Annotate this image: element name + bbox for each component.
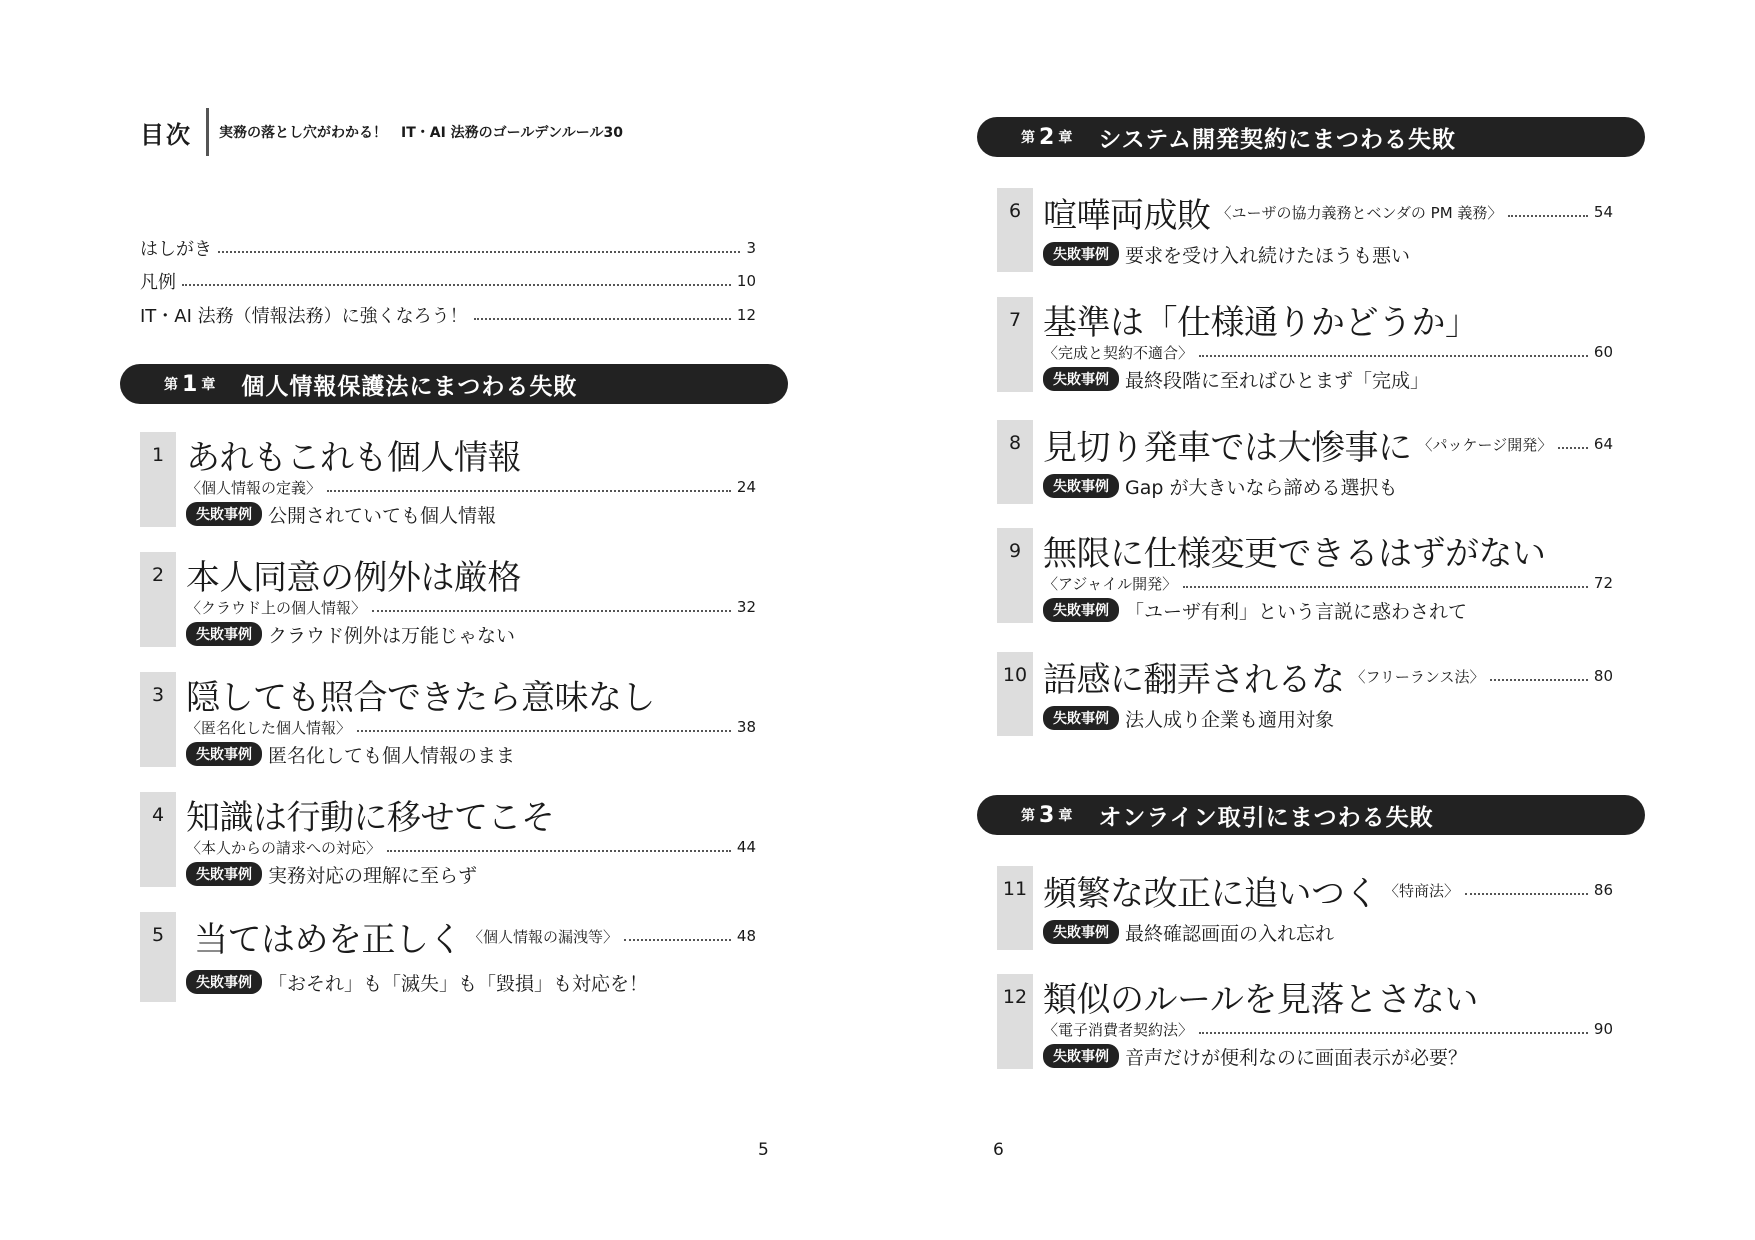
toc-entry-10[interactable]: [997, 652, 1613, 736]
case-text: 音声だけが便利なのに画面表示が必要？: [1125, 1046, 1468, 1069]
entry-page: 24: [736, 478, 756, 496]
entry-number-tab: 5: [140, 912, 176, 1002]
entry-number-tab: 1: [140, 432, 176, 527]
toc-header: [140, 108, 623, 156]
case-badge: 失敗事例: [1043, 367, 1119, 391]
toc-entry-6[interactable]: [997, 188, 1613, 272]
header-divider: [206, 108, 209, 156]
case-text: 要求を受け入れ続けたほうも悪い: [1125, 244, 1411, 267]
toc-entry-1[interactable]: [140, 432, 756, 527]
entry-number-tab: 12: [997, 974, 1033, 1069]
entry-title: 喧嘩両成敗: [1043, 195, 1211, 236]
case-badge: 失敗事例: [1043, 920, 1119, 944]
entry-number-tab: 3: [140, 672, 176, 767]
case-text: 公開されていても個人情報: [268, 504, 497, 527]
case-text: 「おそれ」も「滅失」も「毀損」も対応を！: [268, 972, 649, 995]
case-badge: 失敗事例: [186, 862, 262, 886]
entry-page: 38: [736, 718, 756, 736]
entry-note: 〈ユーザの協力義務とベンダの PM 義務〉: [1216, 203, 1503, 222]
case-badge: 失敗事例: [1043, 1044, 1119, 1068]
entry-number-tab: 10: [997, 652, 1033, 736]
entry-title: 見切り発車では大惨事に: [1043, 427, 1412, 468]
entry-title: 当てはめを正しく: [194, 919, 462, 960]
entry-title: 無限に仕様変更できるはずがない: [1043, 533, 1546, 574]
entry-title: 類似のルールを見落とさない: [1043, 979, 1478, 1020]
entry-note: 〈フリーランス法〉: [1350, 667, 1485, 686]
toc-label: 目次: [140, 120, 192, 149]
case-text: 「ユーザ有利」という言説に惑わされて: [1125, 600, 1468, 623]
chapter-1-heading[interactable]: 第 1 章 個人情報保護法にまつわる失敗: [120, 364, 788, 404]
entry-page: 32: [736, 598, 756, 616]
toc-entry-7[interactable]: [997, 297, 1613, 392]
entry-note: 〈クラウド上の個人情報〉: [186, 598, 367, 617]
case-badge: 失敗事例: [186, 502, 262, 526]
toc-entry-9[interactable]: [997, 528, 1613, 623]
entry-title: 語感に翻弄されるな: [1043, 659, 1345, 700]
chapter-2-heading[interactable]: 第 2 章 システム開発契約にまつわる失敗: [977, 117, 1645, 157]
case-badge: 失敗事例: [1043, 598, 1119, 622]
entry-note: 〈パッケージ開発〉: [1417, 435, 1553, 454]
case-text: 最終確認画面の入れ忘れ: [1125, 922, 1335, 945]
entry-title: 頻繁な改正に追いつく: [1043, 873, 1378, 914]
case-text: 最終段階に至ればひとまず「完成」: [1125, 369, 1430, 392]
toc-entry-12[interactable]: [997, 974, 1613, 1069]
case-text: クラウド例外は万能じゃない: [268, 624, 516, 647]
entry-note: 〈完成と契約不適合〉: [1043, 343, 1194, 362]
entry-note: 〈匿名化した個人情報〉: [186, 718, 352, 737]
left-page: [0, 0, 877, 1240]
case-badge: 失敗事例: [1043, 474, 1119, 498]
case-text: Gap が大きいなら諦める選択も: [1125, 476, 1398, 499]
entry-number-tab: 9: [997, 528, 1033, 623]
entry-note: 〈個人情報の漏洩等〉: [468, 927, 619, 946]
right-page: [877, 0, 1755, 1240]
entry-note: 〈個人情報の定義〉: [186, 478, 322, 497]
case-text: 実務対応の理解に至らず: [268, 864, 478, 887]
entry-number-tab: 4: [140, 792, 176, 887]
toc-entry-11[interactable]: [997, 866, 1613, 950]
entry-number-tab: 7: [997, 297, 1033, 392]
entry-number-tab: 2: [140, 552, 176, 647]
entry-page: 60: [1593, 343, 1613, 361]
entry-page: 48: [736, 927, 756, 945]
entry-title: 基準は「仕様通りかどうか」: [1043, 302, 1479, 343]
page-number-right: 6: [993, 1140, 1004, 1160]
entry-number-tab: 6: [997, 188, 1033, 272]
toc-entry-4[interactable]: [140, 792, 756, 887]
entry-note: 〈アジャイル開発〉: [1043, 574, 1178, 593]
front-matter-item[interactable]: 凡例 10: [140, 272, 756, 293]
entry-page: 72: [1593, 574, 1613, 592]
entry-page: 64: [1593, 435, 1613, 453]
toc-entry-5[interactable]: [140, 912, 756, 1002]
front-matter-item[interactable]: IT・AI 法務（情報法務）に強くなろう！ 12: [140, 306, 756, 327]
entry-title: 本人同意の例外は厳格: [186, 557, 521, 598]
toc-entry-8[interactable]: [997, 420, 1613, 504]
book-title: 実務の落とし穴がわかる！ IT・AI 法務のゴールデンルール30: [219, 125, 623, 141]
case-badge: 失敗事例: [186, 622, 262, 646]
entry-title: あれもこれも個人情報: [186, 437, 521, 478]
entry-title: 隠しても照合できたら意味なし: [186, 677, 655, 718]
front-matter-item[interactable]: はしがき 3: [140, 239, 756, 260]
entry-page: 86: [1593, 881, 1613, 899]
case-text: 法人成り企業も適用対象: [1125, 708, 1335, 731]
entry-note: 〈本人からの請求への対応〉: [186, 838, 382, 857]
entry-page: 90: [1593, 1020, 1613, 1038]
entry-page: 44: [736, 838, 756, 856]
entry-page: 80: [1593, 667, 1613, 685]
entry-title: 知識は行動に移せてこそ: [186, 797, 555, 838]
case-badge: 失敗事例: [186, 742, 262, 766]
case-badge: 失敗事例: [1043, 242, 1119, 266]
page-number-left: 5: [758, 1140, 769, 1160]
toc-entry-3[interactable]: [140, 672, 756, 767]
toc-entry-2[interactable]: [140, 552, 756, 647]
case-badge: 失敗事例: [1043, 706, 1119, 730]
entry-number-tab: 8: [997, 420, 1033, 504]
entry-page: 54: [1593, 203, 1613, 221]
entry-note: 〈電子消費者契約法〉: [1043, 1020, 1194, 1039]
entry-number-tab: 11: [997, 866, 1033, 950]
case-badge: 失敗事例: [186, 970, 262, 994]
chapter-3-heading[interactable]: 第 3 章 オンライン取引にまつわる失敗: [977, 795, 1645, 835]
entry-note: 〈特商法〉: [1384, 881, 1460, 900]
case-text: 匿名化しても個人情報のまま: [268, 744, 516, 767]
